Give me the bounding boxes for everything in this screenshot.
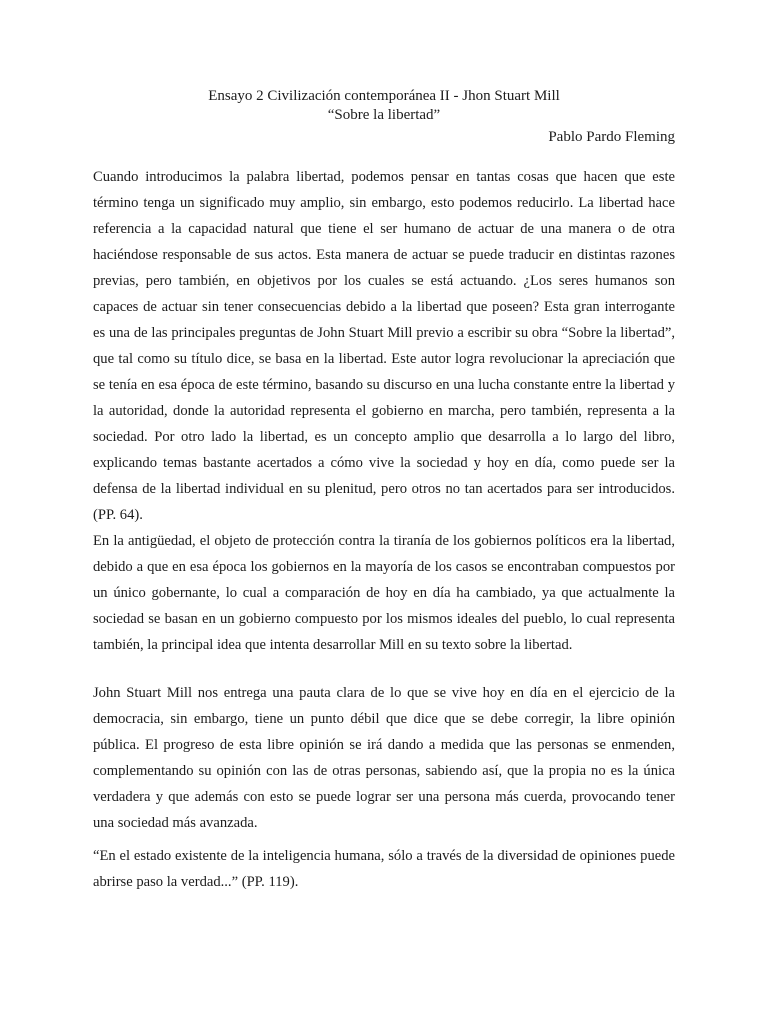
document-title: Ensayo 2 Civilización contemporánea II - Jhon Stuart Mill (208, 88, 560, 104)
paragraph-3: John Stuart Mill nos entrega una pauta clara de lo que se vive hoy en día en el ejercicio de la democracia, sin embargo, tiene un punto débil que dice que se debe corregir, la libre opinión pública. El progreso de esta libre opinión se irá dando a medida que las personas se enmenden, complementando su opinión con las de otras personas, sabiendo así, que la propia no es la única verdadera y que además con esto se puede lograr ser una persona más cuerda, provocando tener una sociedad más avanzada. (93, 685, 675, 831)
document-author: Pablo Pardo Fleming (548, 129, 675, 145)
body-text-block (93, 164, 675, 658)
quote-paragraph: “En el estado existente de la inteligencia humana, sólo a través de la diversidad de opiniones puede abrirse paso la verdad...” (PP. 119). (93, 848, 675, 890)
document-subtitle: “Sobre la libertad” (327, 107, 441, 123)
paragraph-1: Cuando introducimos la palabra libertad, podemos pensar en tantas cosas que hacen que este término tenga un significado muy amplio, sin embargo, esto podemos reducirlo. La libertad hace referencia a la capacidad natural que tiene el ser humano de actuar de una manera o de otra haciéndose responsable de sus actos. Esta manera de actuar se puede traducir en distintas razones previas, pero también, en objetivos por los cuales se está actuando. ¿Los seres humanos son capaces de actuar sin tener consecuencias debido a la libertad que poseen? Esta gran interrogante es una de las principales preguntas de John Stuart Mill previo a escribir su obra “Sobre la libertad”, que tal como su título dice, se basa en la libertad. Este autor logra revolucionar la apreciación que se tenía en esa época de este término, basando su discurso en una lucha constante entre la libertad y la autoridad, donde la autoridad representa el gobierno en marcha, pero también, representa a la sociedad. Por otro lado la libertad, es un concepto amplio que desarrolla a lo largo del libro, explicando temas bastante acertados a cómo vive la sociedad y hoy en día, como puede ser la defensa de la libertad individual en su plenitud, pero otros no tan acertados para ser introducidos. (PP. 64). (93, 169, 675, 523)
paragraph-2: En la antigüedad, el objeto de protección contra la tiranía de los gobiernos políticos era la libertad, debido a que en esa época los gobiernos en la mayoría de los casos se encontraban compuestos por un único gobernante, lo cual a comparación de hoy en día ha cambiado, ya que actualmente la sociedad se basan en un gobierno compuesto por los mismos ideales del pueblo, lo cual representa también, la principal idea que intenta desarrollar Mill en su texto sobre la libertad. (93, 533, 675, 653)
